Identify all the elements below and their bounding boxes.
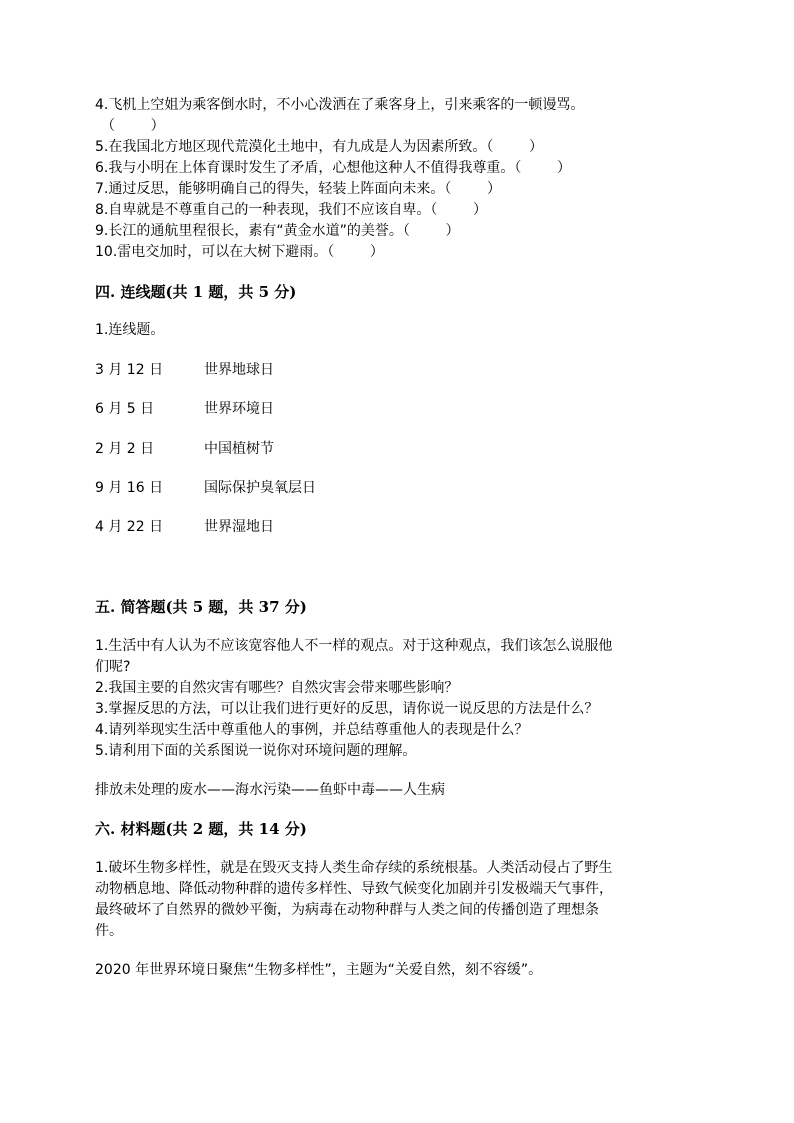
short-answer-3: 3.掌握反思的方法，可以让我们进行更好的反思，请你说一说反思的方法是什么？ xyxy=(95,701,599,717)
match-name: 世界湿地日 xyxy=(204,519,274,535)
material-line: 件。 xyxy=(95,923,123,939)
judge-item-5: 5.在我国北方地区现代荒漠化土地中，有九成是人为因素所致。（ ） xyxy=(95,139,543,155)
match-name: 国际保护臭氧层日 xyxy=(204,480,316,496)
short-answer-4: 4.请列举现实生活中尊重他人的事例，并总结尊重他人的表现是什么？ xyxy=(95,722,529,738)
judge-item-7: 7.通过反思，能够明确自己的得失，轻装上阵面向未来。（ ） xyxy=(95,181,501,197)
match-date: 3 月 12 日 xyxy=(95,362,164,378)
match-date: 6 月 5 日 xyxy=(95,401,155,417)
material-note: 2020 年世界环境日聚焦“生物多样性”，主题为“关爱自然，刻不容缓”。 xyxy=(95,962,543,978)
judge-item-9: 9.长江的通航里程很长，素有“黄金水道”的美誉。（ ） xyxy=(95,223,460,239)
match-name: 世界环境日 xyxy=(204,401,274,417)
material-line: 最终破坏了自然界的微妙平衡，为病毒在动物种群与人类之间的传播创造了理想条 xyxy=(95,902,599,918)
match-name: 世界地球日 xyxy=(204,362,274,378)
material-line: 动物栖息地、降低动物种群的遗传多样性、导致气候变化加剧并引发极端天气事件， xyxy=(95,881,613,897)
judge-item-10: 10.雷电交加时，可以在大树下避雨。（ ） xyxy=(95,244,384,260)
judge-item-6: 6.我与小明在上体育课时发生了矛盾，心想他这种人不值得我尊重。（ ） xyxy=(95,160,571,176)
match-date: 9 月 16 日 xyxy=(95,480,164,496)
match-date: 4 月 22 日 xyxy=(95,519,164,535)
judge-item-4: 4.飞机上空姐为乘客倒水时，不小心泼洒在了乘客身上，引来乘客的一顿谩骂。 xyxy=(95,97,585,113)
short-answer-1: 1.生活中有人认为不应该宽容他人不一样的观点。对于这种观点，我们该怎么说服他 xyxy=(95,638,613,654)
judge-item-8: 8.自卑就是不尊重自己的一种表现，我们不应该自卑。（ ） xyxy=(95,202,487,218)
short-answer-1-cont: 们呢? xyxy=(95,659,131,675)
match-date: 2 月 2 日 xyxy=(95,441,155,457)
relation-chain: 排放未处理的废水——海水污染——鱼虾中毒——人生病 xyxy=(95,782,445,798)
short-answer-5: 5.请利用下面的关系图说一说你对环境问题的理解。 xyxy=(95,743,417,759)
judge-item-4-blank: （ ） xyxy=(101,118,165,134)
material-line: 1.破坏生物多样性，就是在毁灭支持人类生命存续的系统根基。人类活动侵占了野生 xyxy=(95,860,613,876)
section6-title: 六. 材料题(共 2 题，共 14 分) xyxy=(95,820,307,838)
short-answer-2: 2.我国主要的自然灾害有哪些？自然灾害会带来哪些影响？ xyxy=(95,680,459,696)
section5-title: 五. 简答题(共 5 题，共 37 分) xyxy=(95,598,307,616)
section4-question: 1.连线题。 xyxy=(95,322,165,338)
section4-title: 四. 连线题(共 1 题，共 5 分) xyxy=(95,283,297,301)
match-name: 中国植树节 xyxy=(204,441,274,457)
